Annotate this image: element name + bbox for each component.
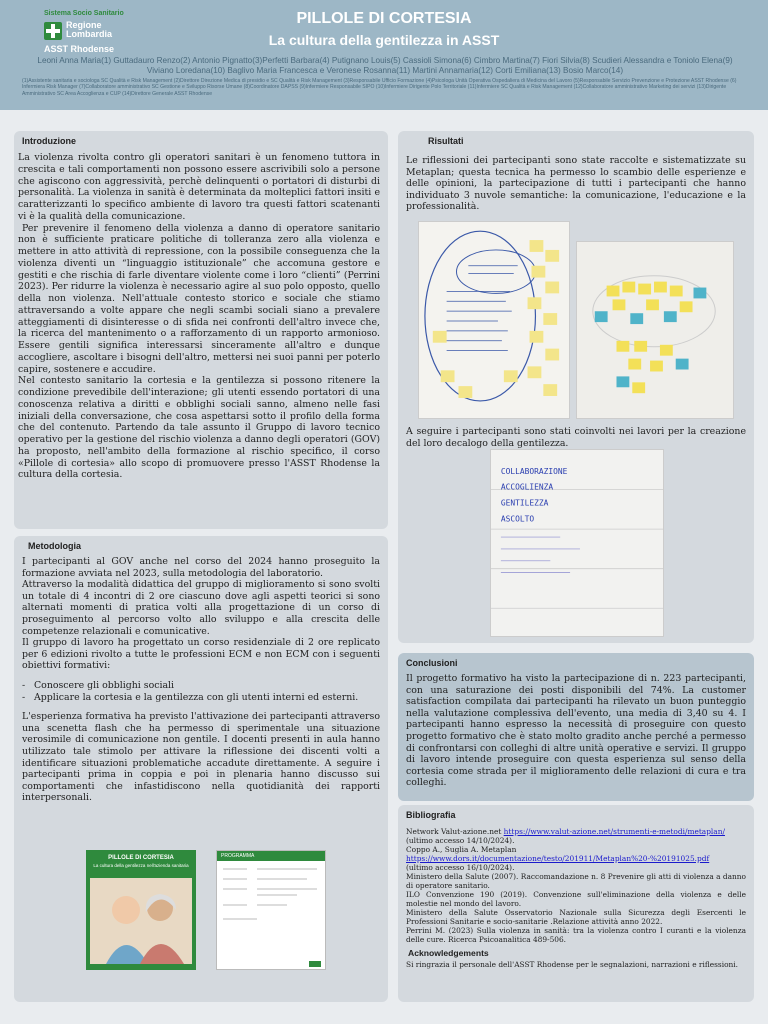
authors-list: Leoni Anna Maria(1) Guttadauro Renzo(2) Antonio Pignatto(3)Perfetti Barbara(4) Putignano Louis(5) Cassioli Simona(6) Cimbro Martina(7) Fiori Silvia(8) Scudieri Alessandra e Toniolo Elena(9) Viviano Loredana(10) Baglivo Maria Francesca e Veronese Rosanna(11) Martini Annamaria(12) Corti Emiliana(13) Bosio Marco(14) — [37, 56, 733, 75]
bib-ref-2 — [406, 845, 746, 872]
metaplan-board-photo-1 — [418, 221, 570, 419]
bibliografia-heading: Bibliografia — [406, 810, 456, 820]
decalogo-word-3: GENTILEZZA — [500, 498, 549, 508]
acknowledgements-text: Si ringrazia il personale dell'ASST Rhodense per le segnalazioni, narrazioni e riflessioni. — [406, 960, 739, 969]
introduzione-section — [14, 131, 388, 529]
metod-paragraph-3: Il gruppo di lavoro ha progettato un corso residenziale di 2 ore replicato per 6 edizioni rivolto a tutte le professioni ECM e non ECM con i seguenti obiettivi formativi: — [22, 637, 380, 672]
conclusioni-section — [398, 653, 754, 801]
bib-ref-1 — [406, 827, 746, 845]
bibliography-list — [398, 823, 754, 944]
bib-ref-2-access: (ultimo accesso 16/10/2024). — [406, 863, 515, 872]
logo-region-line1: Regione — [66, 20, 102, 30]
decalogo-graphic — [491, 450, 663, 636]
bib-ref-4: ILO Convenzione 190 (2019). Convenzione sull'eliminazione della violenza e delle molestie nel mondo del lavoro. — [406, 890, 746, 908]
logo-asst-text: ASST Rhodense — [44, 44, 115, 54]
intro-paragraph-1: La violenza rivolta contro gli operatori sanitari è un fenomeno tuttora in crescita e tali comportamenti non possono essere ascrivibili solo a persone che agiscono con aggressività, perchè delinquenti o portatori di disturbi di personalità. La violenza in sanità è determinata da molteplici fattori insiti e caratterizzanti lo specifico ambiente di lavoro tra questi fattori scatenanti vi è la qualità della comunicazione. — [18, 152, 380, 222]
metodologia-heading: Metodologia — [28, 541, 81, 551]
bibliografia-section — [398, 805, 754, 1002]
conclusioni-heading: Conclusioni — [406, 658, 458, 668]
conclusioni-text: Il progetto formativo ha visto la partecipazione di n. 223 partecipanti, con una saturazione dei posti disponibili del 74%. La customer satisfaction compilata dai partecipanti ha rilevato un buon punteggio nella valutazione complessiva dell'evento, una media di 3,40 su 4. I partecipanti hanno espresso la necessità di proseguire con questo progetto formativo che è stato molto gradito anche perché a permesso di confrontarsi con colleghi di altre unità operative e servizi. Il gruppo di lavoro intende proseguire con questa esperienza sul senso della cortesia come strada per il miglioramento delle relazioni di cura e tra colleghi. — [406, 673, 746, 789]
poster-subtitle: La cultura della gentilezza in ASST — [268, 32, 500, 48]
metodologia-section — [14, 536, 388, 1002]
metaplan-board-1-graphic — [419, 222, 569, 418]
metaplan-board-photo-2 — [576, 241, 734, 419]
risultati-section — [398, 131, 754, 643]
program-title: PROGRAMMA — [217, 851, 326, 861]
metod-paragraph-4: L'esperienza formativa ha previsto l'attivazione dei partecipanti attraverso una scenetta flash che ha permesso di sperimentale una situazione verosimile di comunicazione non gentile. I docenti presenti in aula hanno utilizzato tale stimolo per attivare la riflessione dei discenti volti a identificare situazioni problematiche accadute direttamente. A seguire i partecipanti prima in coppia e poi in plenaria hanno discusso sui comportamenti che infastidiscono nella quotidianità dei rapporti interpersonali. — [22, 711, 380, 804]
program-lines-graphic — [217, 861, 326, 970]
introduzione-text — [14, 149, 388, 481]
decalogo-word-4: ASCOLTO — [500, 514, 535, 524]
program-sheet-image — [216, 850, 326, 970]
objectives-list — [22, 680, 380, 703]
metodologia-text — [14, 554, 388, 804]
risultati-text-2: A seguire i partecipanti sono stati coinvolti nei lavori per la creazione del loro decalogo della gentilezza. — [406, 426, 746, 449]
flyer-photo-illustration — [86, 878, 196, 968]
logo-region-line2: Lombardia — [66, 29, 113, 39]
risultati-text-1: Le riflessioni dei partecipanti sono state raccolte e sistematizzate su Metaplan; questa tecnica ha permesso lo scambio delle esperienze e delle opinioni, la partecipazione di tutti i partecipanti che hanno individuato 3 nuvole semantiche: la comunicazione, l'educazione e la professionalità. — [406, 155, 746, 213]
decalogo-flipchart-photo — [490, 449, 664, 637]
metod-paragraph-2: Attraverso la modalità didattica del gruppo di miglioramento si sono svolti un totale di 4 incontri di 2 ore ciascuno dove agli aspetti teorici si sono alternati momenti di pratica volti alla progettazione di un corso di proseguimento al percorso volto allo sviluppo e alla crescita delle competenze relazionali e comunicative. — [22, 579, 380, 637]
intro-paragraph-2: Per prevenire il fenomeno della violenza a danno di operatore sanitario non è sufficiente praticare politiche di tolleranza zero alla violenza e mettere in atto attività di repressione, con la possibile conseguenza che la violenza diventi un “linguaggio istituzionale” che accomuna gestore e gestiti e che rischia di farle diventare violente come i loro “clienti” (Perrini 2023). Per ridurre la violenza è necessario agire al suo polo opposto, quello della non violenza. Nell'attuale contesto storico e sociale che stiamo attraversando a volte appare che negli scambi sociali siano a prevalere atteggiamenti di disinteresse o di sfida nei confronti dell'altro invece che, la ricerca del mantenimento o a rafforzamento di un rapporto armonioso. Essere gentili significa interessarsi sinceramente all'altro e dunque accogliere, ascoltare i bisogni dell'altro, mettersi nei suoi panni per poterlo capire, sostenere e accudire. — [18, 222, 380, 375]
bib-ref-5: Ministero della Salute Osservatorio Nazionale sulla Sicurezza degli Esercenti le Professioni Sanitarie e socio-sanitarie .Relazione attività anno 2022. — [406, 908, 746, 926]
flyer-subtitle: La cultura della gentilezza nell'azienda sanitaria — [93, 863, 189, 868]
metod-paragraph-1: I partecipanti al GOV anche nel corso del 2024 hanno proseguito la formazione avviata nel 2023, sulla metodologia del laboratorio. — [22, 556, 380, 579]
objective-item: - Conoscere gli obblighi sociali — [22, 680, 380, 692]
poster-header — [0, 0, 768, 110]
decalogo-word-1: COLLABORAZIONE — [500, 466, 568, 476]
bib-ref-2-link[interactable]: https://www.dors.it/documentazione/testo/201911/Metaplan%20-%20191025.pdf — [406, 854, 710, 863]
intro-paragraph-3: Nel contesto sanitario la cortesia e la gentilezza si possono ritenere la condizione prevedibile dell'interazione; gli utenti essendo portatori di una conoscenza relativa a diritti e obblighi sociali sanno, almeno nelle fasi iniziali della conversazione, che cosa aspettarsi sotto il profilo della forma che del contenuto. Partendo da tale assunto il Gruppo di lavoro tecnico operativo per la gestione del rischio violenza a danno degli operatori (GOV) ha proposto, nell'ambito della formazione al rischio specifico, il corso «Pillole di cortesia» allo scopo di promuovere presso l'ASST Rhodense la cultura della cortesia. — [18, 375, 380, 481]
risultati-heading: Risultati — [428, 136, 464, 146]
metaplan-board-2-graphic — [577, 242, 733, 418]
bib-ref-3: Ministero della Salute (2007). Raccomandazione n. 8 Prevenire gli atti di violenza a danno di operatore sanitario. — [406, 872, 746, 890]
poster-title: PILLOLE DI CORTESIA — [296, 10, 472, 27]
bib-ref-6: Perrini M. (2023) Sulla violenza in sanità: tra la violenza contro I curanti e la violenza delle cure. Ricerca Psicoanalitica 489-506. — [406, 926, 746, 944]
objective-item: - Applicare la cortesia e la gentilezza con gli utenti interni ed esterni. — [22, 692, 380, 704]
decalogo-word-2: ACCOGLIENZA — [500, 482, 554, 492]
bib-ref-1-text: Network Valut-azione.net — [406, 827, 504, 836]
course-flyer-image — [86, 850, 196, 970]
bib-ref-1-access: (ultimo accesso 14/10/2024). — [406, 836, 515, 845]
bib-ref-2-text: Coppo A., Suglia A. Metaplan — [406, 845, 517, 854]
affiliations: (1)Assistente sanitaria e sociologa SC Qualità e Risk Management (2)Direttore Direzione Medica di presidio e SC Qualità e Risk Management (3)Responsabile Ufficio Formazione (4)Psicologa Unità Operativa Ospedaliera di Medicina del Lavoro (5)Responsabile Servizio Prevenzione e Protezione ASST Rhodense (6) Infermiera Risk Manager (7)Collaboratore amministrativo SC Gestione e Sviluppo Risorse Umane (8)Coordinatore DAPSS (9)Infermiere Responsabile SIPO (10)Infermiere Dirigente Polo Territoriale (11)Infermiere SC Qualità e Risk Management (12)Collaboratore amministrativo Marketing dei servizi (13)Dirigente Amministrativo SC Area Accoglienza e CUP (14)Direttore Generale ASST Rhodense — [22, 78, 737, 97]
flyer-title: PILLOLE DI CORTESIA — [108, 855, 174, 861]
bib-ref-1-link[interactable]: https://www.valut-azione.net/strumenti-e-metodi/metaplan/ — [503, 827, 725, 836]
logo-system-text: Sistema Socio Sanitario — [44, 10, 124, 17]
introduzione-heading: Introduzione — [22, 136, 76, 146]
acknowledgements-heading: Acknowledgements — [408, 948, 489, 958]
